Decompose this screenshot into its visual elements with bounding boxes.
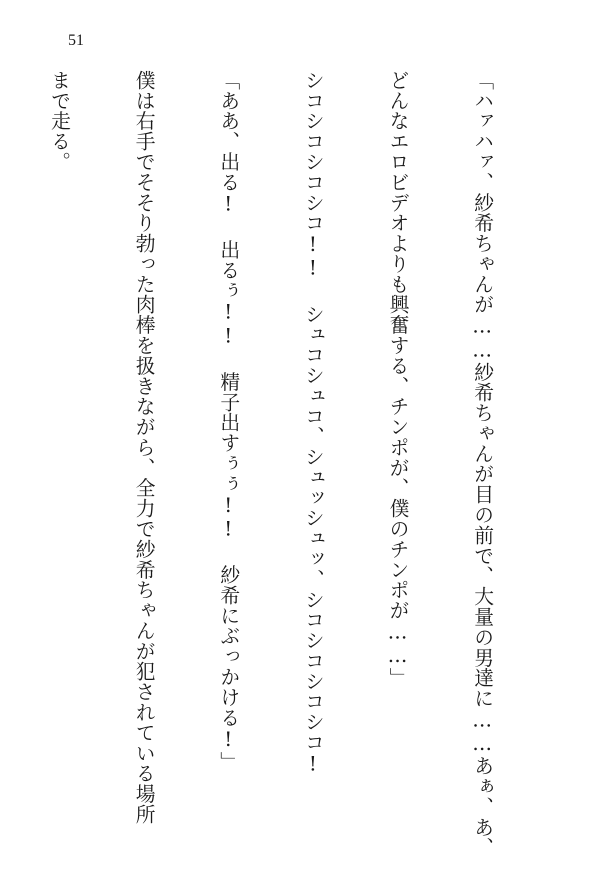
- body-text: [0, 70, 552, 858]
- text-line: 「ハァハァ、紗希ちゃんが……紗希ちゃんが目の前で、大量の男達に……あぁ、あ、: [470, 70, 494, 858]
- page-number: 51: [68, 32, 84, 49]
- text-line: 「ああ、出る! 出るぅ!! 精子出すぅぅ!! 紗希にぶっかける!」: [216, 70, 240, 772]
- text-line: どんなエロビデオよりも興奮する、チンポが、僕のチンポが……」: [385, 70, 409, 689]
- text-line: シコシコシコシコ!! シュコシュコ、シュッシュッ、シコシコシコシコ!: [301, 70, 325, 777]
- text-line: 僕は右手でそそり勃った肉棒を扱きながら、全力で紗希ちゃんが犯されている場所: [132, 70, 156, 825]
- text-line: まで走る。: [47, 70, 71, 172]
